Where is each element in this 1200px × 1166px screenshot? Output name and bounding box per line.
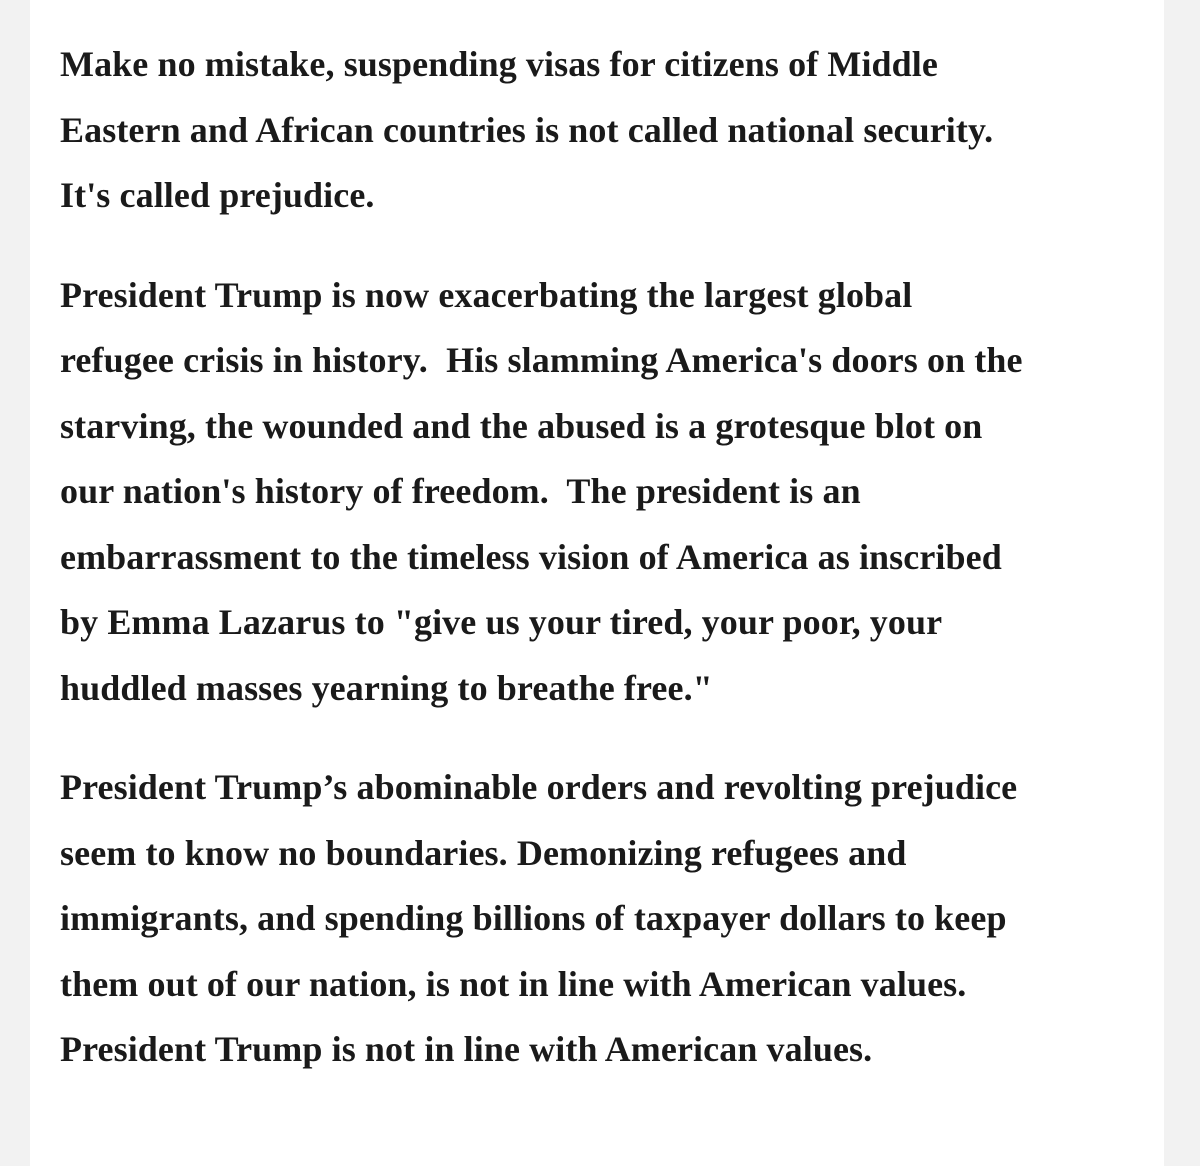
text-line: immigrants, and spending billions of taxpayer dollars to keep (60, 898, 1007, 938)
text-line: Eastern and African countries is not called national security. (60, 109, 994, 150)
text-line: President Trump is not in line with American values. (60, 1029, 873, 1069)
text-line: starving, the wounded and the abused is a grotesque blot on (60, 405, 983, 446)
text-line: embarrassment to the timeless vision of America as inscribed (60, 536, 1002, 577)
text-line: them out of our nation, is not in line with American values. (60, 963, 967, 1004)
text-line: refugee crisis in history. His slamming America's doors on the (60, 340, 1023, 380)
text-line: huddled masses yearning to breathe free." (60, 667, 713, 708)
text-line: by Emma Lazarus to "give us your tired, your poor, your (60, 602, 943, 642)
text-line: It's called prejudice. (60, 175, 375, 215)
text-line: seem to know no boundaries. Demonizing refugees and (60, 832, 907, 873)
paragraph-visa-suspension (60, 32, 1164, 229)
document-page (30, 0, 1164, 1166)
paragraph-refugee-crisis (60, 263, 1164, 722)
text-line: Make no mistake, suspending visas for citizens of Middle (60, 44, 938, 84)
text-line: President Trump is now exacerbating the largest global (60, 274, 913, 315)
paragraph-american-values (60, 755, 1164, 1083)
text-line: President Trump’s abominable orders and revolting prejudice (60, 767, 1018, 807)
text-line: our nation's history of freedom. The president is an (60, 471, 861, 511)
